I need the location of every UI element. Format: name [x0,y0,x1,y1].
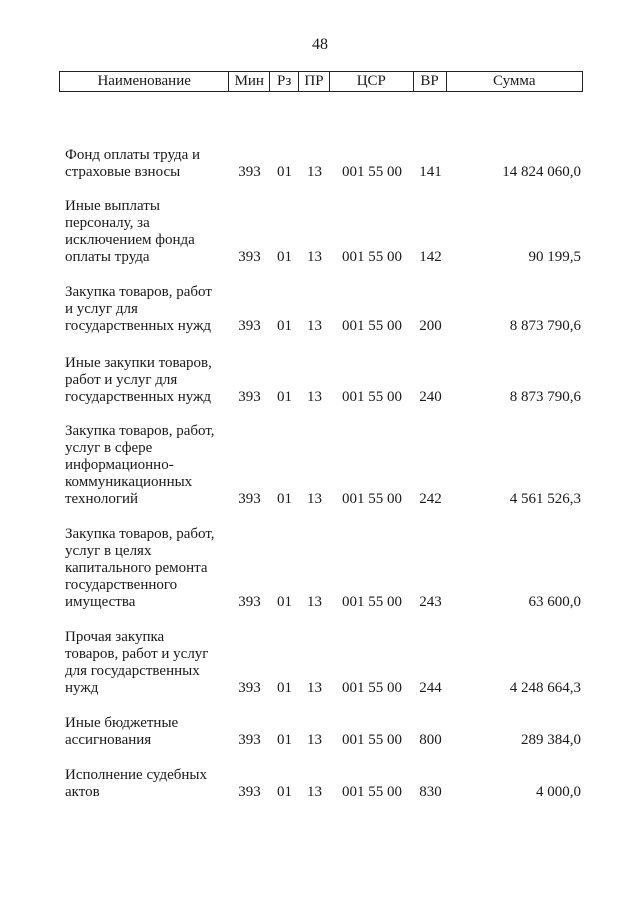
row-vr: 242 [419,491,442,507]
row-vr: 240 [419,389,442,405]
row-sum: 4 561 526,3 [509,491,581,507]
row-min: 393 [238,164,261,180]
table-row [59,355,583,406]
row-min: 393 [238,594,261,610]
row-min: 393 [238,249,261,265]
row-min: 393 [238,318,261,334]
header-name: Наименование [60,72,229,91]
row-csr: 001 55 00 [342,784,402,800]
row-pr: 13 [307,784,322,800]
header-sum: Сумма [493,73,536,89]
row-pr: 13 [307,491,322,507]
header-vr: ВР [414,72,447,91]
row-csr: 001 55 00 [342,594,402,610]
row-csr: 001 55 00 [342,249,402,265]
row-name: Иные закупки товаров, работ и услуг для государственных нужд [65,355,212,405]
header-rz: Рз [270,72,299,91]
row-sum: 4 248 664,3 [509,680,581,696]
row-csr: 001 55 00 [342,732,402,748]
row-rz: 01 [277,680,292,696]
row-vr: 200 [419,318,442,334]
table-row [59,767,583,801]
table-row [59,284,583,335]
row-pr: 13 [307,594,322,610]
row-sum: 4 000,0 [536,784,581,800]
row-name: Исполнение судебных актов [65,767,207,800]
row-vr: 244 [419,680,442,696]
row-min: 393 [238,680,261,696]
row-name: Прочая закупка товаров, работ и услуг для государственных нужд [65,629,209,696]
budget-table [59,71,583,800]
table-row [59,147,583,181]
row-rz: 01 [277,389,292,405]
row-sum: 14 824 060,0 [502,164,581,180]
row-rz: 01 [277,732,292,748]
row-sum: 8 873 790,6 [509,318,581,334]
row-csr: 001 55 00 [342,164,402,180]
row-csr: 001 55 00 [342,389,402,405]
row-min: 393 [238,784,261,800]
row-rz: 01 [277,491,292,507]
row-vr: 141 [419,164,442,180]
row-rz: 01 [277,249,292,265]
row-rz: 01 [277,318,292,334]
table-header [59,71,583,92]
row-csr: 001 55 00 [342,491,402,507]
row-name: Закупка товаров, работ, услуг в целях капитального ремонта государственного имущества [65,526,215,610]
row-rz: 01 [277,164,292,180]
row-min: 393 [238,732,261,748]
table-row [59,526,583,611]
row-min: 393 [238,491,261,507]
row-vr: 830 [419,784,442,800]
row-sum: 8 873 790,6 [509,389,581,405]
table-row [59,629,583,697]
table-row [59,715,583,749]
row-name: Иные выплаты персоналу, за исключением фонда оплаты труда [65,198,195,265]
row-csr: 001 55 00 [342,318,402,334]
row-name: Закупка товаров, работ и услуг для государственных нужд [65,284,212,334]
row-vr: 243 [419,594,442,610]
row-vr: 142 [419,249,442,265]
row-pr: 13 [307,164,322,180]
page-number: 48 [312,36,328,53]
row-sum: 289 384,0 [521,732,581,748]
row-sum: 90 199,5 [528,249,581,265]
row-pr: 13 [307,732,322,748]
row-pr: 13 [307,318,322,334]
row-name: Иные бюджетные ассигнования [65,715,179,748]
row-pr: 13 [307,389,322,405]
row-min: 393 [238,389,261,405]
header-csr: ЦСР [330,72,414,91]
row-rz: 01 [277,784,292,800]
row-pr: 13 [307,680,322,696]
header-min: Мин [229,72,270,91]
row-sum: 63 600,0 [528,594,581,610]
row-rz: 01 [277,594,292,610]
row-csr: 001 55 00 [342,680,402,696]
table-row [59,423,583,508]
row-name: Закупка товаров, работ, услуг в сфере информационно- коммуникационных технологий [65,423,215,507]
table-row [59,198,583,266]
row-name: Фонд оплаты труда и страховые взносы [65,147,201,180]
row-pr: 13 [307,249,322,265]
header-pr: ПР [299,72,330,91]
row-vr: 800 [419,732,442,748]
